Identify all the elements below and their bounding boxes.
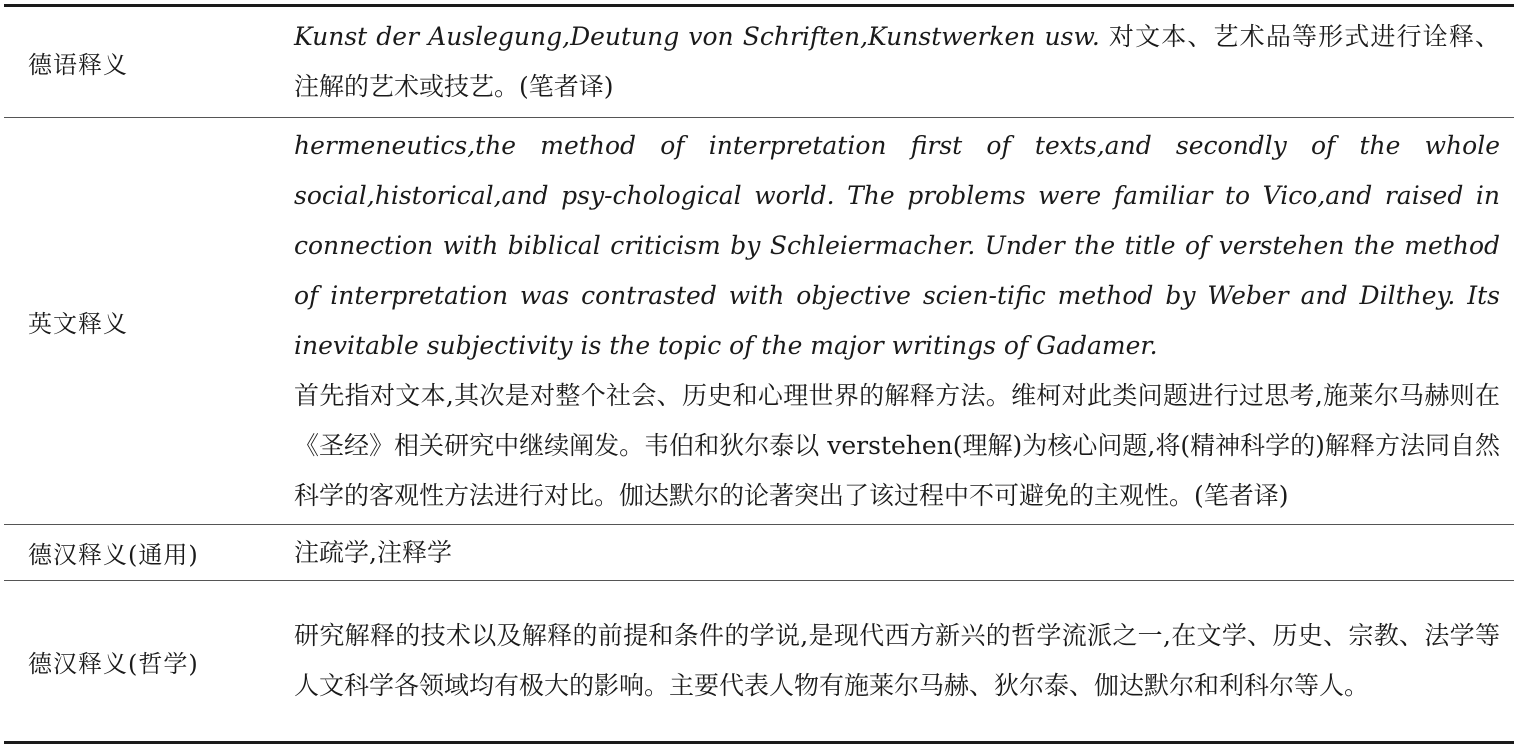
definition-cell: 注疏学,注释学	[294, 537, 452, 567]
definition-table	[4, 4, 1514, 744]
definition-english: hermeneutics,the method of interpretation first of texts,and secondly of the whole social,historical,and psy-chological world. The problems were familiar to Vico,and raised in connection with biblical criticism by Schleiermacher. Under the title of verstehen the method of interpretation was contrasted with objective scien-tific method by Weber and Dilthey. Its inevitable subjectivity is the topic of the major writings of Gadamer.	[294, 131, 1500, 360]
term-cell: 德汉释义(哲学)	[28, 649, 199, 678]
definition-cell	[274, 119, 1514, 523]
table-row-english	[4, 118, 1514, 525]
definition-cell: 研究解释的技术以及解释的前提和条件的学说,是现代西方新兴的哲学流派之一,在文学、历史、宗教、法学等人文科学各领域均有极大的影响。主要代表人物有施莱尔马赫、狄尔泰、伽达默尔和利科尔等人。	[294, 621, 1500, 700]
definition-italic: Kunst der Auslegung,Deutung von Schriften,Kunstwerken usw.	[294, 22, 1100, 51]
table-row-philosophy	[4, 581, 1514, 741]
term-cell: 德汉释义(通用)	[28, 541, 199, 569]
term-cell: 英文释义	[28, 309, 128, 338]
table-row-general	[4, 525, 1514, 581]
term-cell: 德语释义	[28, 50, 128, 79]
definition-cell	[274, 6, 1514, 118]
table-row-german	[4, 7, 1514, 118]
definition-chinese: 对文本、艺术品等形式进行诠释、注解的艺术或技艺。(笔者译)	[294, 22, 1500, 101]
definition-chinese: 首先指对文本,其次是对整个社会、历史和心理世界的解释方法。维柯对此类问题进行过思考,施莱尔马赫则在《圣经》相关研究中继续阐发。韦伯和狄尔泰以 verstehen(理解)为核心问题,将(精神科学的)解释方法同自然科学的客观性方法进行对比。伽达默尔的论著突出了该过程中不可避免的主观性。(笔者译)	[294, 381, 1500, 510]
